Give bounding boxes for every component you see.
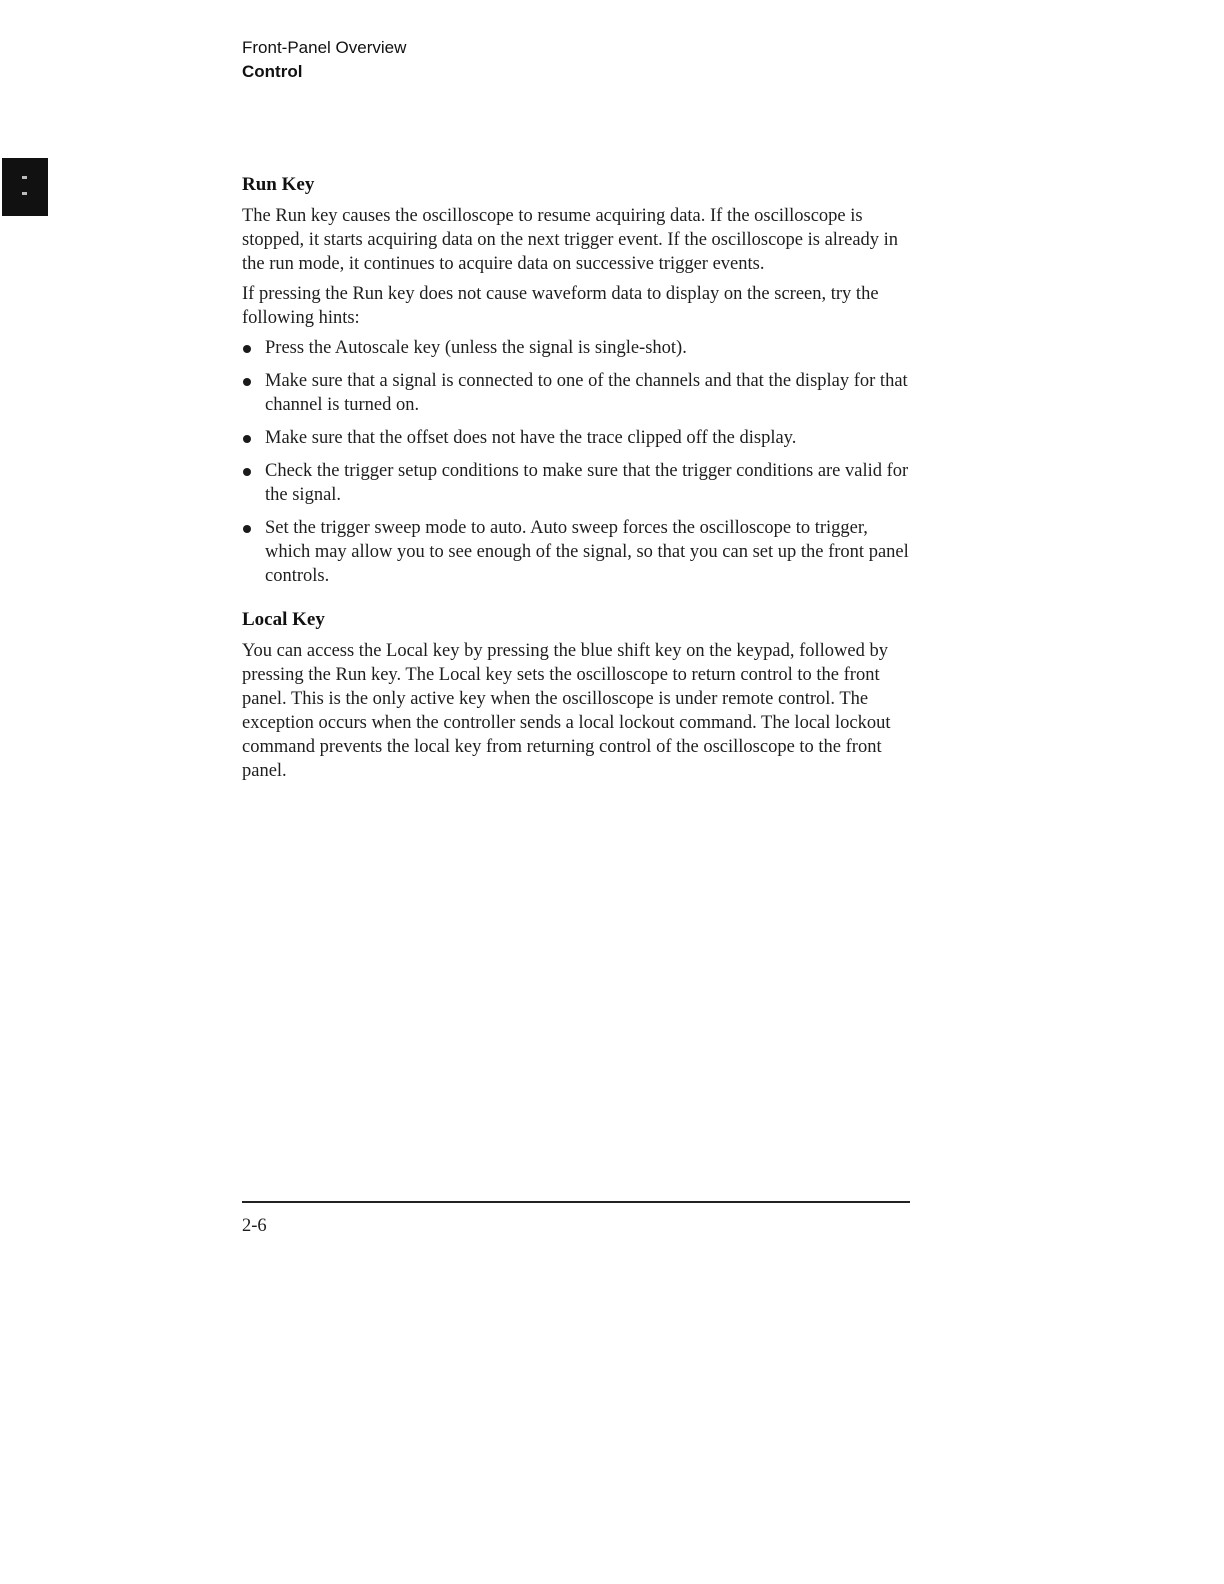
run-key-description: The Run key causes the oscilloscope to resume acquiring data. If the oscilloscope is stopped, it starts acquiring data on the next trigger event. If the oscilloscope is already in the run mode, it continues to acquire data on successive trigger events. [242,206,899,274]
hint-text: Make sure that a signal is connected to one of the channels and that the display for that channel is turned on. [265,371,908,415]
hint-text: Check the trigger setup conditions to make sure that the trigger conditions are valid for the signal. [265,461,909,505]
hint-text: Press the Autoscale key (unless the signal is single-shot). [265,338,687,358]
list-item [242,426,910,450]
hint-text: Set the trigger sweep mode to auto. Auto sweep forces the oscilloscope to trigger, which may allow you to see enough of the signal, so that you can set up the front panel controls. [265,518,909,586]
bullet-icon [243,525,251,533]
bullet-icon [243,468,251,476]
chapter-thumb-tab [2,158,48,216]
run-key-hints-intro: If pressing the Run key does not cause waveform data to display on the screen, try the following hints: [242,284,879,328]
thumb-tab-mark [22,192,27,195]
page-number: 2-6 [242,1216,267,1236]
section-title: Control [242,62,303,81]
run-key-section [242,172,910,588]
bullet-icon [243,345,251,353]
list-item [242,336,910,360]
running-header [242,36,406,84]
run-key-hints-list [242,336,910,588]
section-spacer [242,597,910,607]
local-key-description: You can access the Local key by pressing the blue shift key on the keypad, followed by pressing the Run key. The Local key sets the oscilloscope to return control to the front panel. This is the only active key when the oscilloscope is under remote control. The exception occurs when the controller sends a local lockout command. The local lockout command prevents the local key from returning control of the oscilloscope to the front panel. [242,641,891,781]
list-item [242,516,910,588]
run-key-heading: Run Key [242,174,315,195]
bullet-icon [243,435,251,443]
hint-text: Make sure that the offset does not have the trace clipped off the display. [265,428,797,448]
list-item [242,369,910,417]
page-content [242,172,910,789]
thumb-tab-mark [22,176,27,179]
chapter-title: Front-Panel Overview [242,38,407,57]
local-key-section [242,607,910,783]
footer-divider [242,1201,910,1203]
list-item [242,459,910,507]
bullet-icon [243,378,251,386]
local-key-heading: Local Key [242,609,325,630]
